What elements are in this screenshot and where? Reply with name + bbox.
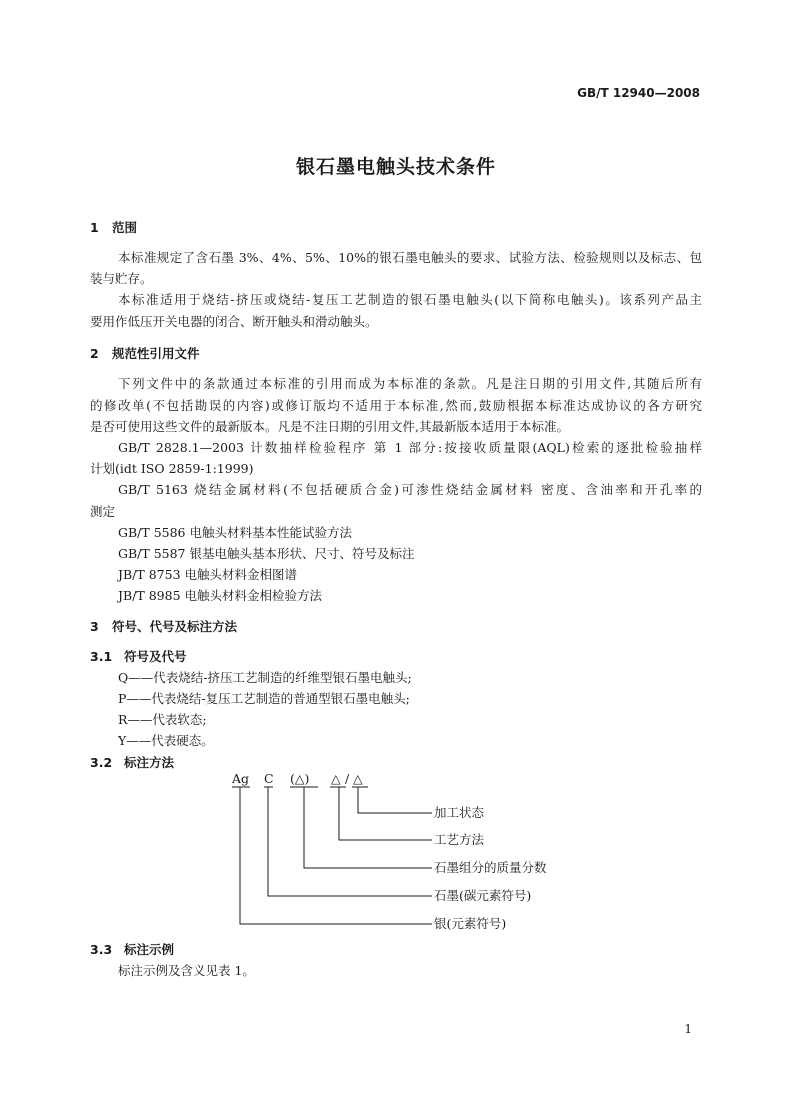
section-2-title: 规范性引用文件	[112, 346, 200, 361]
symbol-ag: Ag	[232, 771, 250, 786]
reference-item-continued: 测定	[90, 504, 116, 519]
reference-item-continued: 计划(idt ISO 2859-1:1999)	[90, 461, 254, 476]
label-silver-symbol: 银(元素符号)	[434, 916, 507, 931]
symbol-definition: Y——代表硬态。	[118, 733, 214, 748]
section-2-para-line2: 的修改单(不包括勘误的内容)或修订版均不适用于本标准,然而,鼓励根据本标准达成协议的各方研究	[90, 398, 702, 413]
section-3-3-number: 3.3	[90, 942, 113, 957]
label-graphite-fraction: 石墨组分的质量分数	[434, 860, 547, 875]
section-3-1-title: 符号及代号	[124, 649, 187, 664]
section-1-para2-line2: 要用作低压开关电器的闭合、断开触头和滑动触头。	[90, 314, 378, 329]
reference-item: JB/T 8753 电触头材料金相图谱	[118, 567, 298, 582]
section-3-2-title: 标注方法	[124, 755, 175, 770]
section-1-title: 范围	[112, 220, 138, 235]
symbol-definition: P——代表烧结-复压工艺制造的普通型银石墨电触头;	[118, 691, 410, 706]
symbol-graphite-fraction: (△)	[290, 771, 310, 786]
label-process-method: 工艺方法	[434, 832, 485, 847]
symbol-state: △	[353, 771, 363, 786]
section-2-number: 2	[90, 346, 99, 361]
section-1-para2-line1: 本标准适用于烧结-挤压或烧结-复压工艺制造的银石墨电触头(以下简称电触头)。该系列产品主	[118, 292, 702, 307]
symbol-definition: R——代表软态;	[118, 712, 207, 727]
symbol-definition: Q——代表烧结-挤压工艺制造的纤维型银石墨电触头;	[118, 670, 412, 685]
section-2-para-line3: 是否可使用这些文件的最新版本。凡是不注日期的引用文件,其最新版本适用于本标准。	[90, 419, 569, 434]
symbol-process: △	[331, 771, 341, 786]
label-graphite-symbol: 石墨(碳元素符号)	[434, 888, 532, 903]
section-3-number: 3	[90, 619, 99, 634]
reference-item: GB/T 5587 银基电触头基本形状、尺寸、符号及标注	[118, 546, 415, 561]
section-3-3-text: 标注示例及含义见表 1。	[118, 963, 255, 978]
section-3-3-heading	[90, 940, 174, 958]
symbol-c: C	[264, 771, 274, 786]
section-3-2-number: 3.2	[90, 755, 113, 770]
section-1-number: 1	[90, 220, 99, 235]
standard-number: GB/T 12940—2008	[577, 86, 700, 100]
reference-item: GB/T 5586 电触头材料基本性能试验方法	[118, 525, 352, 540]
section-1-para1-line1: 本标准规定了含石墨 3%、4%、5%、10%的银石墨电触头的要求、试验方法、检验规则以及标志、包	[118, 250, 702, 265]
section-3-1-number: 3.1	[90, 649, 113, 664]
page-number: 1	[684, 1022, 692, 1036]
section-3-title: 符号、代号及标注方法	[112, 619, 238, 634]
document-title: 银石墨电触头技术条件	[295, 156, 496, 178]
reference-item: GB/T 5163 烧结金属材料(不包括硬质合金)可渗性烧结金属材料 密度、含油率和开孔率的	[118, 482, 702, 497]
section-1-para1-line2: 装与贮存。	[90, 271, 153, 286]
label-processing-state: 加工状态	[434, 805, 485, 820]
section-3-3-title: 标注示例	[124, 942, 175, 957]
reference-item: GB/T 2828.1—2003 计数抽样检验程序 第 1 部分:按接收质量限(AQL)检索的逐批检验抽样	[118, 440, 702, 455]
reference-item: JB/T 8985 电触头材料金相检验方法	[118, 588, 323, 603]
symbol-slash: /	[345, 771, 350, 786]
section-2-para-line1: 下列文件中的条款通过本标准的引用而成为本标准的条款。凡是注日期的引用文件,其随后所有	[118, 376, 702, 391]
